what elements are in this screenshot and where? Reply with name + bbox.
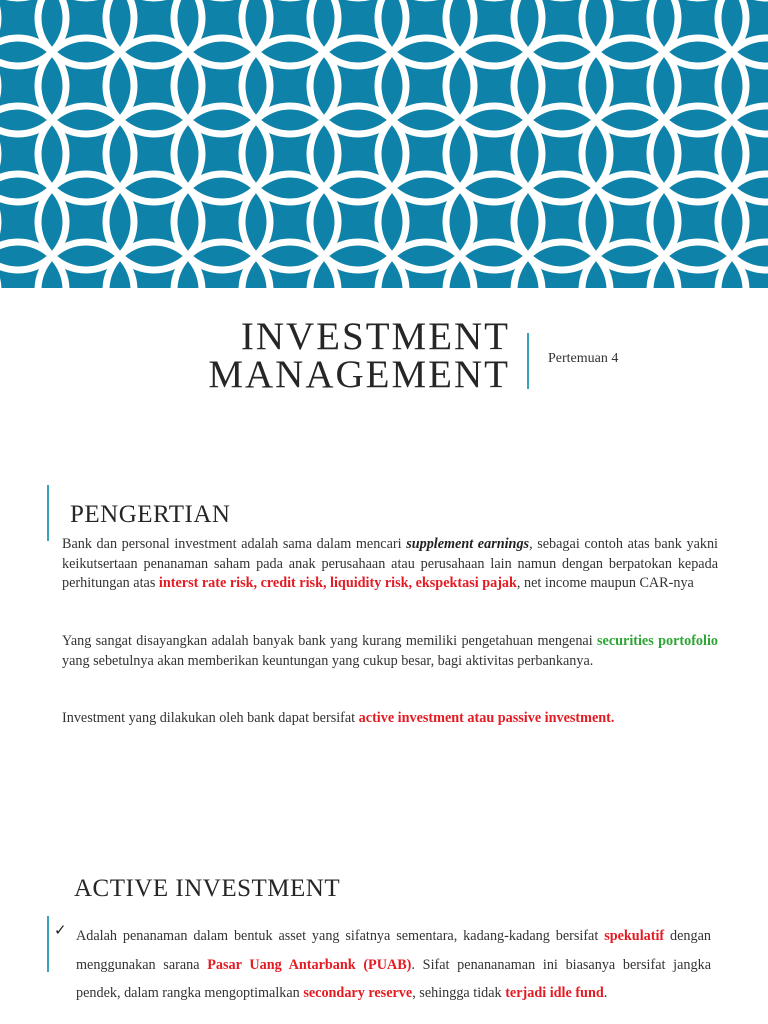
section-heading-active-investment: ACTIVE INVESTMENT (74, 875, 341, 902)
subtitle: Pertemuan 4 (548, 351, 619, 366)
text-run: Bank dan personal investment adalah sama dalam mencari (62, 536, 407, 552)
pengertian-accent-bar (47, 485, 49, 541)
active-investment-accent-bar (47, 916, 49, 972)
text-run: , sehingga tidak (412, 985, 506, 1001)
text-run: Adalah penanaman dalam bentuk asset yang sifatnya sementara, kadang-kadang bersifat (76, 928, 605, 944)
highlight-secondary-reserve: secondary reserve (303, 985, 413, 1001)
text-run: , sebagai contoh atas bank yakni keikutsertaan penanaman saham pada anak perusahaan atau perusahaan lain namun dengan berpatokan kepada perhitungan atas (62, 536, 718, 591)
highlight-investment-types: active investment atau passive investment. (358, 710, 615, 726)
highlight-spekulatif: spekulatif (604, 928, 665, 944)
interlocking-circles-pattern (0, 0, 768, 288)
text-run: . (603, 985, 608, 1001)
text-run: Yang sangat disayangkan adalah banyak bank yang kurang memiliki pengetahuan mengenai (62, 633, 598, 649)
text-run: dengan menggunakan sarana (76, 928, 711, 973)
text-run: , net income maupun CAR-nya (516, 575, 694, 591)
text-run: yang sebetulnya akan memberikan keuntungan yang cukup besar, bagi aktivitas perbankanya. (62, 652, 594, 669)
pengertian-paragraph-2 (62, 632, 718, 671)
text-run: . Sifat penananaman ini biasanya bersifat jangka pendek, dalam rangka mengoptimalkan (76, 956, 711, 1001)
title-divider (527, 333, 529, 389)
text-run: Investment yang dilakukan oleh bank dapat bersifat (62, 710, 359, 726)
highlight-idle-fund: terjadi idle fund (505, 985, 604, 1001)
section-heading-pengertian: PENGERTIAN (70, 501, 231, 528)
checkmark-icon: ✓ (54, 921, 67, 939)
pengertian-paragraph-3 (62, 709, 718, 729)
emphasis-supplement-earnings: supplement earnings (406, 536, 530, 552)
highlight-risks: interst rate risk, credit risk, liquidity risk, ekspektasi pajak (158, 575, 517, 591)
active-investment-paragraph (76, 922, 711, 1008)
page-title-line-2: MANAGEMENT (208, 353, 510, 396)
page-title-line-1: INVESTMENT (240, 315, 510, 358)
pengertian-paragraph-1 (62, 535, 718, 594)
highlight-puab: Pasar Uang Antarbank (PUAB) (207, 956, 412, 973)
title-block (150, 315, 510, 396)
highlight-securities-portofolio: securities portofolio (597, 633, 718, 649)
